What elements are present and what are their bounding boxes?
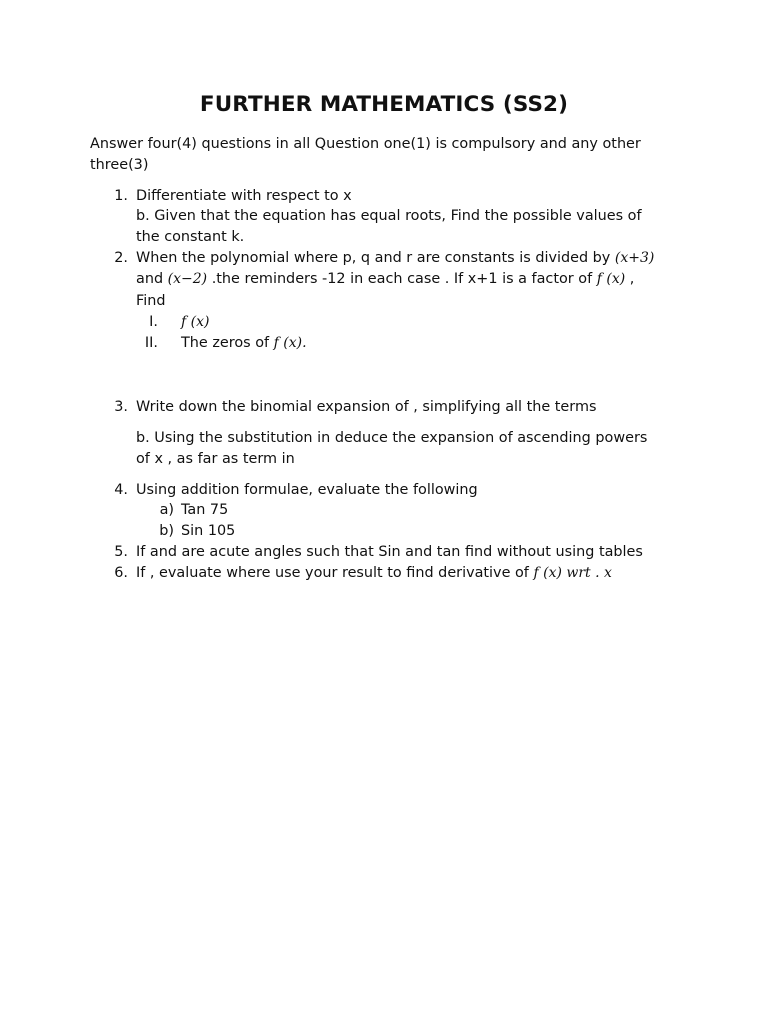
question-4-sub-a: Tan 75: [181, 502, 229, 518]
question-4-sub-b: Sin 105: [181, 523, 236, 539]
question-2-sub-i-label: I.: [149, 314, 158, 330]
question-2-divisor-1: (x+3): [614, 250, 655, 266]
question-3-line-3: of x , as far as term in: [136, 451, 295, 467]
question-2-sub-i: [181, 312, 209, 332]
question-2-line-2-text: .the reminders -12 in each case . If x+1 is a factor of: [211, 271, 593, 287]
document-title: FURTHER MATHEMATICS (SS2): [199, 92, 569, 117]
question-6-line-1-text: If , evaluate where use your result to find derivative of: [136, 565, 529, 581]
question-1-line-3: the constant k.: [136, 229, 245, 245]
question-4-sub-b-label: b): [159, 523, 174, 539]
question-2-and: and: [136, 271, 164, 287]
question-3-number: 3.: [114, 399, 128, 415]
instructions-line-2: three(3): [90, 157, 149, 173]
question-1-number: 1.: [114, 188, 128, 204]
question-2-sub-i-math: f (x): [181, 314, 210, 330]
question-2-line-1: [136, 248, 654, 268]
question-5-number: 5.: [114, 544, 128, 560]
question-4-sub-a-label: a): [159, 502, 174, 518]
instructions-line-1: Answer four(4) questions in all Question one(1) is compulsory and any other: [90, 136, 641, 152]
question-4-line-1: Using addition formulae, evaluate the following: [136, 482, 478, 498]
question-2-sub-ii: [181, 333, 307, 353]
question-2-line-2: [136, 269, 634, 289]
question-2-sub-ii-label: II.: [144, 335, 158, 351]
question-6-math: f (x) wrt . x: [533, 565, 612, 581]
question-5-line-1: If and are acute angles such that Sin and tan find without using tables: [136, 544, 643, 560]
question-2-divisor-2: (x−2): [167, 271, 208, 287]
question-1-line-1: Differentiate with respect to x: [136, 188, 352, 204]
question-2-fx: f (x): [596, 271, 626, 287]
question-2-line-2-end: ,: [629, 271, 635, 287]
question-2-sub-ii-math: f (x).: [273, 335, 307, 351]
question-3-line-1: Write down the binomial expansion of , simplifying all the terms: [136, 399, 597, 415]
question-6-line-1: [136, 563, 612, 583]
question-1-line-2: b. Given that the equation has equal roots, Find the possible values of: [136, 208, 642, 224]
question-6-number: 6.: [114, 565, 128, 581]
question-2-line-3: Find: [136, 293, 166, 309]
question-3-line-2: b. Using the substitution in deduce the expansion of ascending powers: [136, 430, 648, 446]
question-2-sub-ii-text: The zeros of: [181, 335, 270, 351]
question-4-number: 4.: [114, 482, 128, 498]
question-2-number: 2.: [114, 250, 128, 266]
question-2-line-1-text: When the polynomial where p, q and r are constants is divided by: [136, 250, 611, 266]
